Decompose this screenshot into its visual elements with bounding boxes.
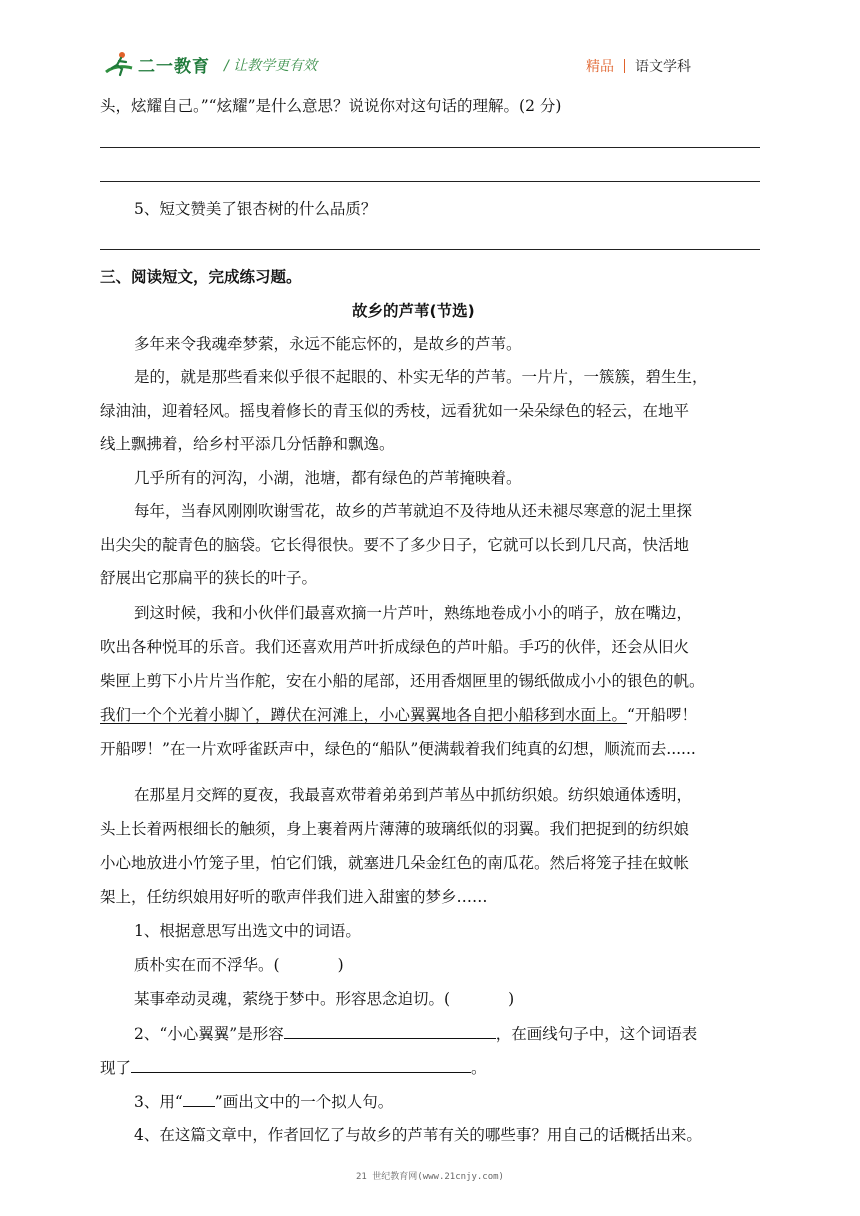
answer-line (100, 147, 760, 148)
paragraph-line: 每年，当春风刚刚吹谢雪花，故乡的芦苇就迫不及待地从还未褪尽寒意的泥土里探 (134, 502, 693, 520)
exercise-text: 。 (471, 1059, 487, 1077)
exercise-text: ) (337, 956, 344, 974)
exercise-text: 质朴实在而不浮华。( (134, 956, 280, 974)
paragraph-line (100, 704, 697, 726)
exercise-text: 2、“小心翼翼”是形容 (134, 1025, 284, 1043)
paragraph-line: 到这时候，我和小伙伴们最喜欢摘一片芦叶，熟练地卷成小小的哨子，放在嘴边， (134, 604, 693, 622)
quality-label: 精品 (586, 59, 614, 75)
question-4-continued: 头，炫耀自己。”“炫耀”是什么意思？说说你对这句话的理解。(2 分) (100, 97, 562, 115)
slogan: / 让教学更有效 (224, 58, 318, 74)
exercise-text: ，在画线句子中，这个词语表 (495, 1025, 698, 1043)
exercise-text: 3、用“ (134, 1093, 183, 1111)
exercise-text: ) (508, 990, 515, 1008)
paragraph-line: 头上长着两根细长的触须，身上裹着两片薄薄的玻璃纸似的羽翼。我们把捉到的纺织娘 (100, 820, 690, 838)
exercise-2-continued (100, 1056, 487, 1079)
subject-label: 语文学科 (635, 59, 691, 75)
exercise-1: 1、根据意思写出选文中的词语。 (134, 922, 361, 940)
answer-line (100, 249, 760, 250)
paragraph-line: 线上飘拂着，给乡村平添几分恬静和飘逸。 (100, 435, 395, 453)
exercise-4: 4、在这篇文章中，作者回忆了与故乡的芦苇有关的哪些事？用自己的话概括出来。 (134, 1126, 702, 1144)
logo (104, 50, 210, 78)
paragraph-line: 架上，任纺织娘用好听的歌声伴我们进入甜蜜的梦乡…… (100, 888, 488, 906)
exercise-3 (134, 1090, 393, 1113)
paragraph-line: 是的，就是那些看来似乎很不起眼的、朴实无华的芦苇。一片片，一簇簇，碧生生， (134, 368, 708, 386)
paragraph-line: 小心地放进小竹笼子里，怕它们饿，就塞进几朵金红色的南瓜花。然后将笼子挂在蚊帐 (100, 854, 690, 872)
paragraph-line: 开船啰！”在一片欢呼雀跃声中，绿色的“船队”便满载着我们纯真的幻想，顺流而去...... (100, 740, 696, 758)
passage-title: 故乡的芦苇(节选) (352, 302, 475, 320)
exercise-1b (134, 988, 514, 1010)
logo-text: 二一教育 (138, 56, 210, 77)
underline-sample (183, 1090, 215, 1107)
paragraph-line: 几乎所有的河沟，小湖，池塘，都有绿色的芦苇掩映着。 (134, 469, 522, 487)
answer-line (100, 181, 760, 182)
category-tag (586, 56, 691, 76)
quote-text: “开船啰！ (627, 706, 697, 724)
page-header (0, 0, 860, 90)
paragraph-line: 出尖尖的靛青色的脑袋。它长得很快。要不了多少日子，它就可以长到几尺高，快活地 (100, 536, 690, 554)
paragraph-line: 吹出各种悦耳的乐音。我们还喜欢用芦叶折成绿色的芦叶船。手巧的伙伴，还会从旧火 (100, 638, 690, 656)
question-5: 5、短文赞美了银杏树的什么品质？ (134, 200, 377, 218)
exercise-text: 某事牵动灵魂，萦绕于梦中。形容思念迫切。( (134, 990, 451, 1008)
page-footer: 21 世纪教育网(www.21cnjy.com) (356, 1172, 504, 1182)
underlined-sentence: 我们一个个光着小脚丫，蹲伏在河滩上，小心翼翼地各自把小船移到水面上。 (100, 706, 628, 724)
exercise-text: 现了 (100, 1059, 132, 1077)
paragraph-line: 在那星月交辉的夏夜，我最喜欢带着弟弟到芦苇丛中抓纺织娘。纺织娘通体透明， (134, 786, 693, 804)
paragraph-line: 多年来令我魂牵梦萦，永远不能忘怀的，是故乡的芦苇。 (134, 335, 522, 353)
paragraph-line: 柴匣上剪下小片片当作舵，安在小船的尾部，还用香烟匣里的锡纸做成小小的银色的帆。 (100, 672, 705, 690)
answer-blank[interactable] (284, 1022, 496, 1039)
paragraph-line: 舒展出它那扁平的狭长的叶子。 (100, 569, 318, 587)
paragraph-line: 绿油油，迎着轻风。摇曳着修长的青玉似的秀枝，远看犹如一朵朵绿色的轻云，在地平 (100, 402, 690, 420)
answer-blank[interactable] (131, 1056, 471, 1073)
exercise-1a (134, 954, 344, 976)
exercise-2 (134, 1022, 697, 1045)
exercise-text: ”画出文中的一个拟人句。 (214, 1093, 394, 1111)
runner-logo-icon (104, 50, 134, 78)
section-heading: 三、阅读短文，完成练习题。 (100, 268, 302, 286)
divider (624, 59, 625, 73)
